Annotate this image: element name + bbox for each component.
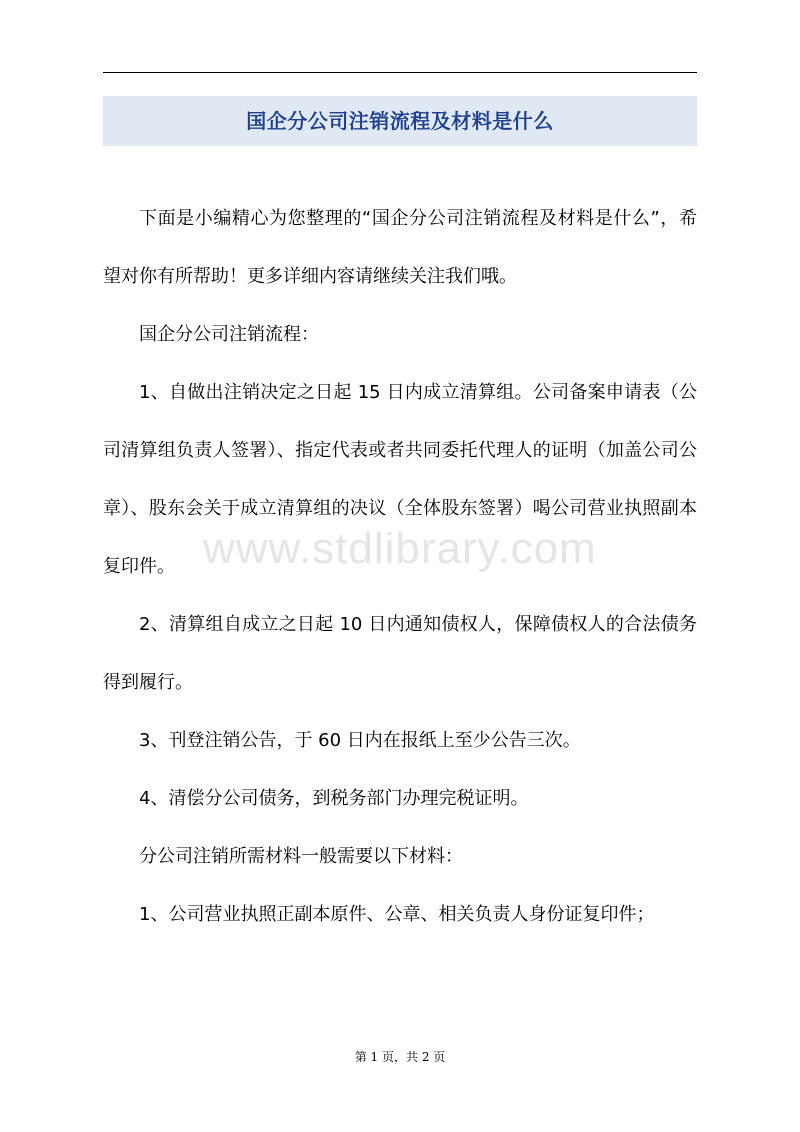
materials-item-1: 1、公司营业执照正副本原件、公章、相关负责人身份证复印件； <box>139 904 655 925</box>
page-footer: 第 1 页，共 2 页 <box>354 1050 446 1064</box>
watermark-text: www.stdlibrary.com <box>203 524 597 573</box>
process-step-2: 2、清算组自成立之日起 10 日内通知债权人，保障债权人的合法债务得到履行。 <box>103 614 697 693</box>
document-body <box>103 190 697 944</box>
materials-heading: 分公司注销所需材料一般需要以下材料： <box>139 846 463 867</box>
process-step-3: 3、刊登注销公告，于 60 日内在报纸上至少公告三次。 <box>139 730 581 751</box>
header-rule <box>103 72 697 73</box>
title-band <box>103 96 697 146</box>
document-title: 国企分公司注销流程及材料是什么 <box>246 109 554 133</box>
process-heading: 国企分公司注销流程： <box>139 324 319 345</box>
intro-paragraph: 下面是小编精心为您整理的“国企分公司注销流程及材料是什么”，希望对你有所帮助！更多详细内容请继续关注我们哦。 <box>103 208 697 287</box>
process-step-4: 4、清偿分公司债务，到税务部门办理完税证明。 <box>139 788 529 809</box>
process-step-1: 1、自做出注销决定之日起 15 日内成立清算组。公司备案申请表（公司清算组负责人签署）、指定代表或者共同委托代理人的证明（加盖公司公章）、股东会关于成立清算组的决议（全体股东签署）喝公司营业执照副本复印件。 <box>103 382 697 577</box>
